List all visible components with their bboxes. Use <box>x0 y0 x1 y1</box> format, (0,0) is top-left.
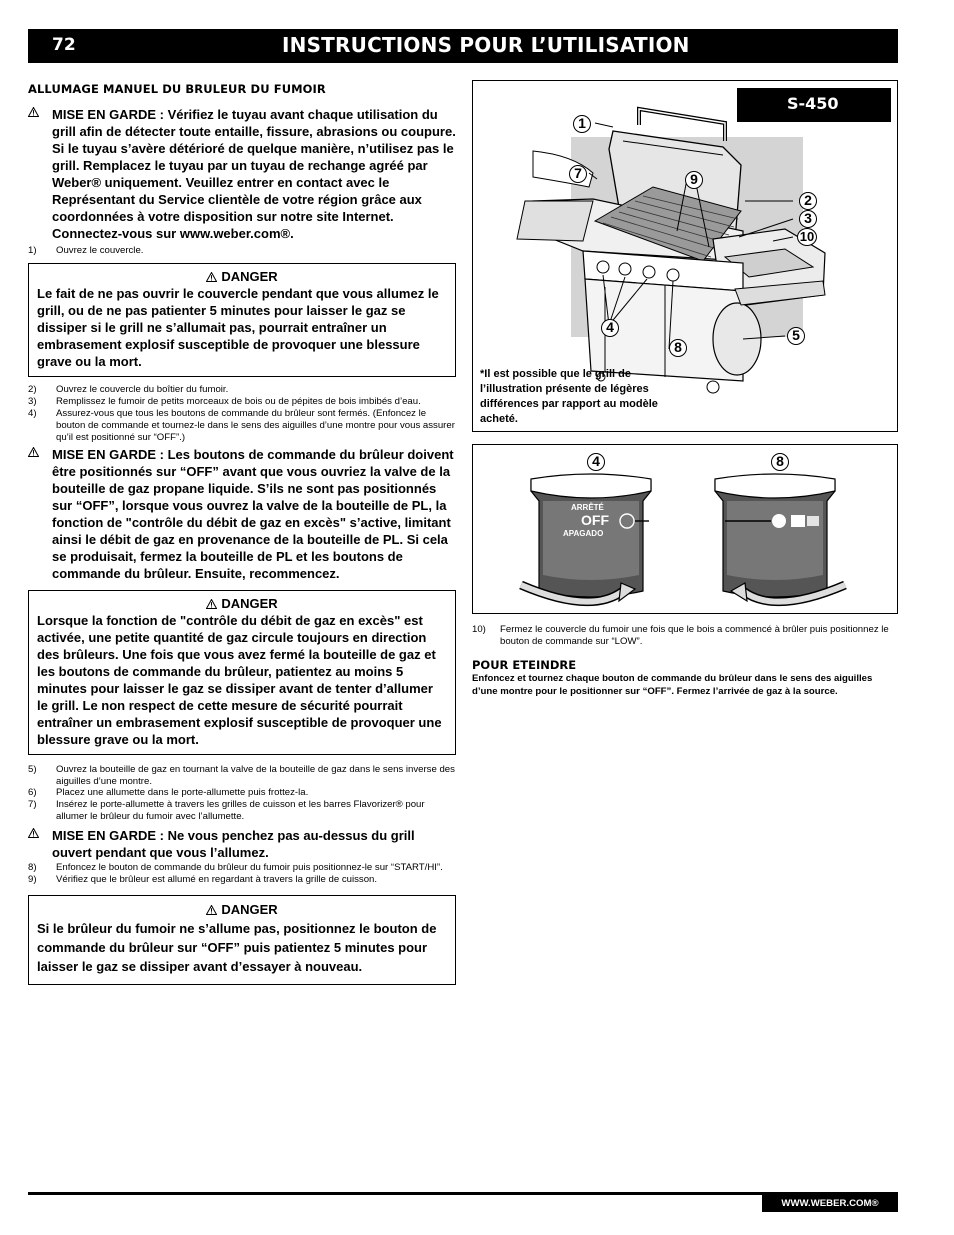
step-8 <box>28 862 456 874</box>
callout-5: 5 <box>787 327 805 345</box>
figure-note: *Il est possible que le grill de l’illustration présente de légères différences par rapport au modèle acheté. <box>480 368 658 425</box>
danger-label: DANGER <box>221 268 278 284</box>
step-5 <box>28 764 456 788</box>
danger-text: Le fait de ne pas ouvrir le couvercle pendant que vous allumez le grill, ou de ne pas patienter 5 minutes pour laisser le gaz se dissiper si le grill ne s’allumait pas, pourrait entraîner un embrasement explosif susceptible de provoquer une blessure grave ou la mort. <box>37 285 439 369</box>
page-title: INSTRUCTIONS POUR L’UTILISATION <box>282 33 690 57</box>
callout-2: 2 <box>799 192 817 210</box>
warning-text: MISE EN GARDE : Les boutons de commande du brûleur doivent être positionnés sur “OFF” avant que vous ouvriez la valve de la bouteille de gaz propane liquide. S’ils ne sont pas positionnés sur “OFF”, lorsque vous ouvrez la valve de la bouteille de PL, la fonction de "contrôle du débit de gaz en excès" s’active, limitant ainsi le débit de gaz en provenance de la bouteille de PL. Si cela se produisait, fermez la bouteille de PL et les boutons de commande du brûleur. Ensuite, recommencez. <box>52 446 454 581</box>
step-number: 10) <box>472 624 486 635</box>
step-text: Ouvrez le couvercle du boîtier du fumoir. <box>56 383 229 395</box>
warning-icon <box>28 107 39 117</box>
section-title: ALLUMAGE MANUEL DU BRULEUR DU FUMOIR <box>28 82 326 96</box>
warning-knobs <box>28 446 456 582</box>
step-text: Placez une allumette dans le porte-allumette puis frottez-la. <box>56 787 309 799</box>
page-header <box>28 29 898 63</box>
warning-icon <box>206 599 217 609</box>
grill-figure <box>472 80 898 432</box>
warning-hose <box>28 106 456 242</box>
step-text: Remplissez le fumoir de petits morceaux de bois ou de pépites de bois imbibés d’eau. <box>56 395 421 407</box>
step-number: 5) <box>28 763 37 775</box>
step-number: 3) <box>28 395 37 407</box>
step-number: 8) <box>28 861 37 873</box>
step-number: 7) <box>28 799 37 811</box>
left-column <box>28 82 456 985</box>
warning-lean <box>28 827 456 861</box>
callout-7: 7 <box>569 165 587 183</box>
knob-label-off: OFF <box>581 512 609 528</box>
warning-icon <box>206 272 217 282</box>
footer-url[interactable]: WWW.WEBER.COM® <box>762 1195 898 1212</box>
right-column <box>472 624 898 698</box>
callout-9: 9 <box>685 171 703 189</box>
knob-illustration <box>473 445 898 614</box>
step-number: 4) <box>28 408 37 420</box>
step-text: Vérifiez que le brûleur est allumé en regardant à travers la grille de cuisson. <box>56 873 378 885</box>
danger-box-2 <box>28 590 456 755</box>
danger-label: DANGER <box>221 595 278 611</box>
callout-4: 4 <box>587 453 605 471</box>
callout-8: 8 <box>771 453 789 471</box>
callout-10: 10 <box>797 228 817 246</box>
step-number: 1) <box>28 245 37 256</box>
danger-box-3 <box>28 895 456 985</box>
callout-4: 4 <box>601 319 619 337</box>
callout-1: 1 <box>573 115 591 133</box>
step-text: Assurez-vous que tous les boutons de commande du brûleur sont fermés. (Enfoncez le bouton de commande et tournez-le dans le sens des aiguilles d’une montre pour vous assurer qu’il est positionné sur “OFF”.) <box>56 408 455 443</box>
step-text: Insérez le porte-allumette à travers les grilles de cuisson et les barres Flavorizer® pour allumer le brûleur du fumoir avec l’allumette. <box>56 799 425 822</box>
subsection-title: POUR ETEINDRE <box>472 657 577 672</box>
step-text: Enfoncez le bouton de commande du brûleur du fumoir puis positionnez-le sur “START/HI”. <box>56 861 443 873</box>
step-3 <box>28 396 456 408</box>
warning-icon <box>28 828 39 838</box>
step-number: 2) <box>28 383 37 395</box>
step-10 <box>472 624 898 648</box>
step-text: Fermez le couvercle du fumoir une fois que le bois a commencé à brûler puis positionnez le bouton de commande sur “LOW”. <box>500 624 889 647</box>
warning-icon <box>28 447 39 457</box>
step-text: Ouvrez la bouteille de gaz en tournant la valve de la bouteille de gaz dans le sens inverse des aiguilles d’une montre. <box>56 763 455 787</box>
knob-label-arrete: ARRÊTÉ <box>571 503 604 512</box>
danger-heading <box>37 900 447 919</box>
knob-figure <box>472 444 898 614</box>
warning-text: MISE EN GARDE : Vérifiez le tuyau avant chaque utilisation du grill afin de détecter toute entaille, fissure, abrasions ou coupure. Si le tuyau s’avère détérioré de quelque manière, n’utilisez pas le grill. Remplacez le tuyau par un tuyau de rechange agréé par Weber® uniquement. Veuillez entrer en contact avec le Représentant du Service clientèle de votre région grâce aux coordonnées à votre disposition sur notre site Internet. Connectez-vous sur www.weber.com®. <box>52 107 456 241</box>
danger-box-1 <box>28 263 456 377</box>
warning-text: MISE EN GARDE : Ne vous penchez pas au-dessus du grill ouvert pendant que vous l’allumez. <box>52 827 415 860</box>
step-2 <box>28 384 456 396</box>
step-6 <box>28 787 456 799</box>
knob-label-apagado: APAGADO <box>563 529 604 538</box>
page-number: 72 <box>52 35 76 55</box>
callout-3: 3 <box>799 210 817 228</box>
danger-label: DANGER <box>221 902 278 918</box>
step-number: 9) <box>28 873 37 885</box>
model-badge: S-450 <box>737 88 891 122</box>
danger-text: Si le brûleur du fumoir ne s’allume pas, positionnez le bouton de commande du brûleur sur “OFF” puis patientez 5 minutes pour laisser le gaz se dissiper avant d’essayer à nouveau. <box>37 921 437 975</box>
danger-heading <box>37 268 447 285</box>
callout-8: 8 <box>669 339 687 357</box>
step-4 <box>28 408 456 443</box>
step-7 <box>28 799 456 823</box>
danger-heading <box>37 595 447 612</box>
warning-icon <box>206 905 217 915</box>
step-1 <box>28 245 456 257</box>
danger-text: Lorsque la fonction de "contrôle du débit de gaz en excès" est activée, une petite quantité de gaz circule toujours en direction des brûleurs. Une fois que vous avez fermé la bouteille de gaz et les boutons de commande du brûleur, patientez au moins 5 minutes pour laisser le gaz se dissiper avant de tenter d’allumer le grill. Le non respect de cette mesure de sécurité pourrait entraîner un embrasement explosif susceptible de provoquer une blessure grave ou la mort. <box>37 612 442 747</box>
step-text: Ouvrez le couvercle. <box>56 245 144 256</box>
step-number: 6) <box>28 787 37 799</box>
step-9 <box>28 874 456 886</box>
extinguish-text: Enfoncez et tournez chaque bouton de commande du brûleur dans le sens des aiguilles d’une montre pour le positionner sur “OFF”. Fermez l’arrivée de gaz à la source. <box>472 672 873 697</box>
